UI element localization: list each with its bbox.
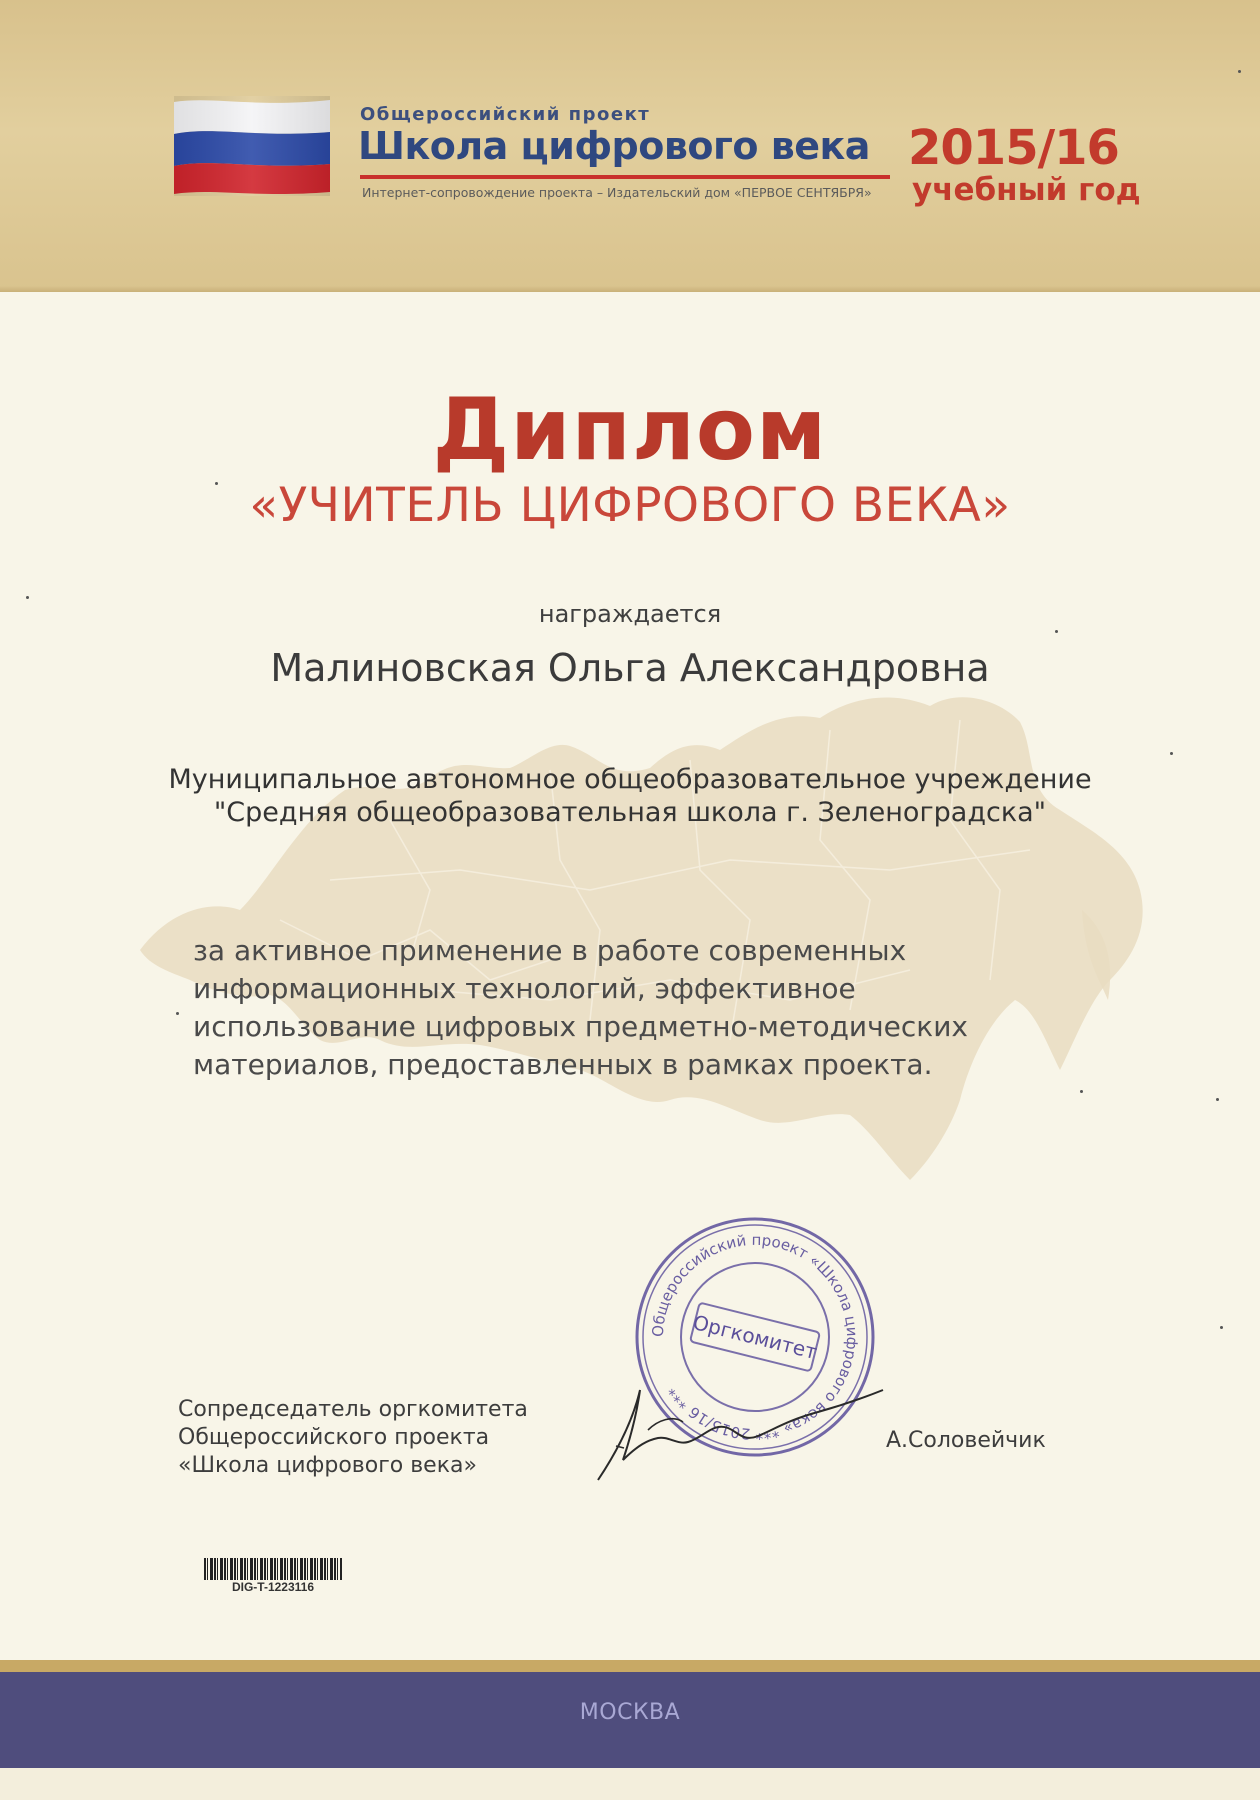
diploma-title: Диплом (432, 380, 828, 480)
recipient-name: Малиновская Ольга Александровна (270, 646, 990, 690)
reason-line: за активное применение в работе современных (193, 934, 907, 967)
footer-gold-strip (0, 1660, 1260, 1672)
handwritten-signature (588, 1350, 888, 1490)
school-year-label: учебный год (912, 172, 1141, 208)
russian-flag-icon (174, 96, 330, 196)
stamp-ring-text: Общероссийский проект «Школа цифрового века» *** 2015/16 *** (648, 1230, 862, 1444)
reason-line: использование цифровых предметно-методических (193, 1010, 968, 1043)
award-reason (193, 932, 1013, 1084)
school-year: 2015/16 (908, 120, 1119, 176)
project-title: Школа цифрового века (358, 124, 870, 168)
scan-speck (1238, 70, 1241, 73)
scan-speck (1080, 1090, 1083, 1093)
barcode (204, 1558, 342, 1580)
footer-margin (0, 1768, 1260, 1800)
signer-role (178, 1396, 528, 1480)
scan-speck (215, 482, 218, 485)
barcode-number: DIG-T-1223116 (231, 1580, 315, 1594)
header-divider (360, 175, 890, 179)
signer-role-line: «Школа цифрового века» (178, 1453, 477, 1478)
reason-line: материалов, предоставленных в рамках проекта. (193, 1048, 933, 1081)
signer-role-line: Сопредседатель оргкомитета (178, 1397, 528, 1422)
scan-speck (176, 1012, 179, 1015)
nomination-title: «УЧИТЕЛЬ ЦИФРОВОГО ВЕКА» (249, 478, 1011, 533)
scan-speck (1220, 1326, 1223, 1329)
footer-city: МОСКВА (579, 1700, 681, 1725)
scan-speck (1170, 752, 1173, 755)
scan-speck (1055, 630, 1058, 633)
institution-line-2: "Средняя общеобразовательная школа г. Зеленоградска" (213, 797, 1047, 828)
reason-line: информационных технологий, эффективное (193, 972, 856, 1005)
stamp-center-text: Оргкомитет (690, 1310, 820, 1364)
signer-name: А.Соловейчик (886, 1428, 1046, 1453)
signer-role-line: Общероссийского проекта (178, 1425, 490, 1450)
scan-speck (26, 596, 29, 599)
project-over-title: Общероссийский проект (360, 104, 651, 125)
institution-line-1: Муниципальное автономное общеобразовательное учреждение (168, 764, 1092, 795)
project-subline: Интернет-сопровождение проекта – Издательский дом «ПЕРВОЕ СЕНТЯБРЯ» (362, 185, 872, 200)
awarded-label: награждается (538, 600, 722, 628)
scan-speck (1216, 1098, 1219, 1101)
